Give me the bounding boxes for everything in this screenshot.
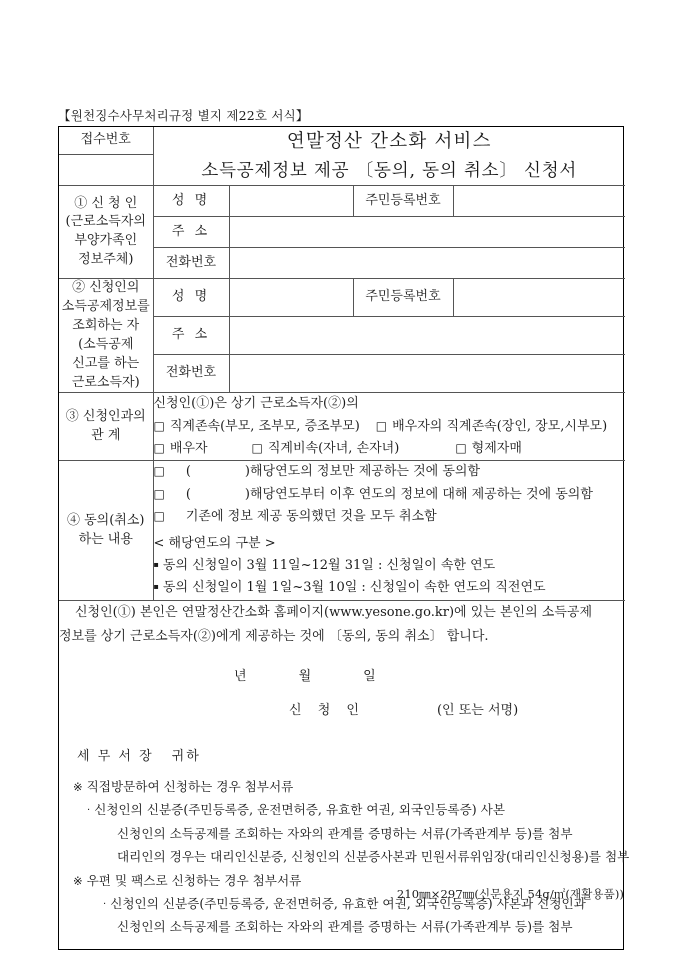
section4-option-row-1 bbox=[154, 461, 626, 483]
declaration-signline bbox=[59, 699, 625, 723]
section1-address-label: 주 소 bbox=[153, 217, 229, 248]
checkbox-revoke-all-icon[interactable]: □ bbox=[153, 509, 165, 524]
section3-option-3-label: 직계비속(자녀, 손자녀) bbox=[267, 441, 400, 457]
attachments-group1-title: 직접방문하여 신청하는 경우 첨부서류 bbox=[86, 778, 294, 794]
section1-rrn-value[interactable] bbox=[453, 186, 625, 217]
section2-address-value[interactable] bbox=[229, 317, 625, 355]
checkbox-sibling-icon[interactable]: □ bbox=[455, 441, 467, 456]
date-day-label: 일 bbox=[363, 668, 376, 684]
section4-note-row-2 bbox=[154, 577, 626, 599]
section3-label-line1: ③ 신청인과의 bbox=[65, 409, 146, 425]
form-regulation-tag: 【원천징수사무처리규정 별지 제22호 서식】 bbox=[58, 108, 309, 123]
section4-label-line2: 하는 내용 bbox=[78, 531, 133, 547]
middle-dot-icon: · bbox=[103, 898, 107, 910]
section1-label-line3: 부양가족인 bbox=[74, 233, 138, 249]
reference-mark-icon: ※ bbox=[73, 779, 83, 794]
section4-paren-open-2: ( bbox=[185, 486, 191, 502]
section4-label-line1: ④ 동의(취소) bbox=[66, 512, 145, 528]
section2-label-line1: ② 신청인의 bbox=[72, 280, 140, 296]
section1-address-value[interactable] bbox=[229, 217, 625, 248]
section1-label-line4: 정보주체) bbox=[78, 252, 134, 268]
section2-name-label: 성 명 bbox=[153, 279, 229, 317]
section3-option-row-1 bbox=[154, 416, 626, 438]
section1-name-value[interactable] bbox=[229, 186, 353, 217]
attachments-group1-item-0-label: 신청인의 신분증(주민등록증, 운전면허증, 유효한 여권, 외국인등록증) 사본 bbox=[94, 802, 506, 818]
section1-label-line2: (근로소득자의 bbox=[65, 214, 146, 230]
form-table bbox=[59, 127, 630, 949]
section4-option-1-label: 해당연도부터 이후 연도의 정보에 대해 제공하는 것에 동의함 bbox=[250, 486, 593, 502]
form-title-cell bbox=[153, 127, 625, 186]
section2-label-line5: 신고를 하는 bbox=[72, 355, 140, 371]
section2-label-line4: (소득공제 bbox=[78, 336, 134, 352]
section4-option-row-3 bbox=[154, 506, 626, 528]
section2-label-line3: 조회하는 자 bbox=[72, 318, 140, 333]
section2-name-value[interactable] bbox=[229, 279, 353, 317]
section3-label-line2: 관 계 bbox=[91, 427, 121, 443]
section4-paren-close-1: ) bbox=[244, 464, 250, 480]
bullet-icon: ▪ bbox=[153, 582, 159, 592]
section4-label bbox=[59, 461, 153, 600]
section4-option-2-label: 기존에 정보 제공 동의했던 것을 모두 취소함 bbox=[185, 509, 437, 525]
declaration-line2: 정보를 상기 근로소득자(②)에게 제공하는 것에 〔동의, 동의 취소〕 합니다. bbox=[59, 628, 489, 644]
reference-mark-icon: ※ bbox=[73, 873, 83, 888]
attachments-block bbox=[59, 769, 630, 949]
table-row-title bbox=[59, 127, 625, 155]
section4-content bbox=[153, 461, 625, 600]
section1-label-line1: ① 신 청 인 bbox=[74, 195, 138, 211]
paper-spec-footer: 210㎜×297㎜(신문용지 54g/㎡(재활용품)) bbox=[396, 887, 624, 901]
middle-dot-icon: · bbox=[87, 805, 91, 817]
attachments-group1-item-1-label: 신청인의 소득공제를 조회하는 자와의 관계를 증명하는 서류(가족관계부 등)를 첨부 bbox=[117, 825, 573, 841]
section3-label bbox=[59, 393, 153, 461]
section3-option-0-label: 직계존속(부모, 조부모, 증조부모) bbox=[169, 418, 360, 434]
section3-option-row-2 bbox=[154, 438, 626, 460]
checkbox-lineal-ascendant-icon[interactable]: □ bbox=[153, 418, 165, 433]
section2-phone-label: 전화번호 bbox=[153, 355, 229, 393]
section4-option-row-2 bbox=[154, 484, 626, 506]
section2-label-line2: 소득공제정보를 bbox=[61, 299, 150, 315]
section4-note-1-label: 동의 신청일이 1월 1일~3월 10일 : 신청일이 속한 연도의 직전연도 bbox=[162, 580, 546, 596]
table-row-relationship bbox=[59, 393, 625, 461]
section4-note-title: < 해당연도의 구분 > bbox=[153, 535, 276, 551]
receipt-no-label: 접수번호 bbox=[59, 127, 153, 155]
section2-phone-value[interactable] bbox=[229, 355, 625, 393]
receipt-no-value[interactable] bbox=[59, 155, 153, 186]
signer-label: 신 청 인 bbox=[289, 702, 365, 718]
date-month-label: 월 bbox=[298, 668, 312, 684]
section2-label-line6: 근로소득자) bbox=[71, 374, 140, 390]
attachments-group1-item-2 bbox=[73, 822, 615, 845]
attachments-group2-item-2 bbox=[73, 915, 615, 938]
section1-rrn-label: 주민등록번호 bbox=[353, 186, 453, 217]
form-title-line1: 연말정산 간소화 서비스 bbox=[286, 131, 492, 152]
section4-note-0-label: 동의 신청일이 3월 11일~12월 31일 : 신청일이 속한 연도 bbox=[162, 557, 496, 573]
attachments-group2-item-1-label: 신청인의 소득공제를 조회하는 자와의 관계를 증명하는 서류(가족관계부 등)를 첨부 bbox=[117, 919, 573, 935]
seal-or-signature-label[interactable]: (인 또는 서명) bbox=[436, 702, 519, 718]
section2-address-label: 주 소 bbox=[153, 317, 229, 355]
section2-label bbox=[59, 279, 153, 393]
section3-option-4-label: 형제자매 bbox=[471, 441, 522, 457]
checkbox-spouse-icon[interactable]: □ bbox=[153, 441, 165, 456]
checkbox-lineal-descendant-icon[interactable]: □ bbox=[251, 441, 263, 456]
form-table-frame bbox=[58, 126, 630, 950]
table-row-inquirer-name bbox=[59, 279, 625, 317]
form-title-line2: 소득공제정보 제공 〔동의, 동의 취소〕 신청서 bbox=[201, 160, 578, 181]
attachments-group1-item-1 bbox=[73, 798, 615, 821]
attachments-group2-title: 우편 및 팩스로 신청하는 경우 첨부서류 bbox=[86, 872, 302, 888]
table-row-applicant-name bbox=[59, 186, 625, 217]
checkbox-onward-years-icon[interactable]: □ bbox=[153, 486, 165, 501]
attachments-group1-title-row bbox=[73, 775, 615, 798]
section4-option-0-label: 해당연도의 정보만 제공하는 것에 동의함 bbox=[250, 464, 481, 480]
date-year-label: 년 bbox=[234, 668, 247, 684]
section3-intro: 신청인(①)은 상기 근로소득자(②)의 bbox=[153, 396, 359, 412]
bullet-icon: ▪ bbox=[153, 559, 159, 569]
section4-paren-close-2: ) bbox=[244, 486, 250, 502]
checkbox-spouse-lineal-ascendant-icon[interactable]: □ bbox=[375, 418, 388, 433]
section1-label bbox=[59, 186, 153, 279]
attachments-group1-item-3 bbox=[73, 845, 630, 868]
checkbox-current-year-only-icon[interactable]: □ bbox=[153, 464, 165, 479]
section1-phone-value[interactable] bbox=[229, 248, 625, 279]
section4-paren-open-1: ( bbox=[185, 464, 191, 480]
section3-option-1-label: 배우자의 직계존속(장인, 장모,시부모) bbox=[392, 418, 608, 434]
attachments-group1-item-2-label: 대리인의 경우는 대리인신분증, 신청인의 신분증사본과 민원서류위임장(대리인신청용)를 첨부 bbox=[117, 849, 630, 865]
section3-content bbox=[153, 393, 625, 461]
section4-note-row-1 bbox=[154, 555, 626, 577]
addressee-honorific: 귀하 bbox=[171, 748, 201, 764]
section2-rrn-label: 주민등록번호 bbox=[353, 279, 453, 317]
addressee-label: 세 무 서 장 bbox=[77, 748, 154, 764]
section1-phone-label: 전화번호 bbox=[153, 248, 229, 279]
section2-rrn-value[interactable] bbox=[453, 279, 625, 317]
section3-option-2-label: 배우자 bbox=[169, 441, 208, 457]
declaration-dateline bbox=[59, 665, 625, 689]
attachments-group2-item-0-label: 신청인의 신분증(주민등록증, 운전면허증, 유효한 여권, 외국인등록증) 사본과 신청인과 bbox=[110, 895, 586, 911]
section1-name-label: 성 명 bbox=[153, 186, 229, 217]
addressee-line bbox=[59, 745, 625, 769]
table-row-consent bbox=[59, 461, 625, 600]
declaration-line1: 신청인(①) 본인은 연말정산간소화 홈페이지(www.yesone.go.kr)에 있는 본인의 소득공제 bbox=[75, 604, 592, 620]
